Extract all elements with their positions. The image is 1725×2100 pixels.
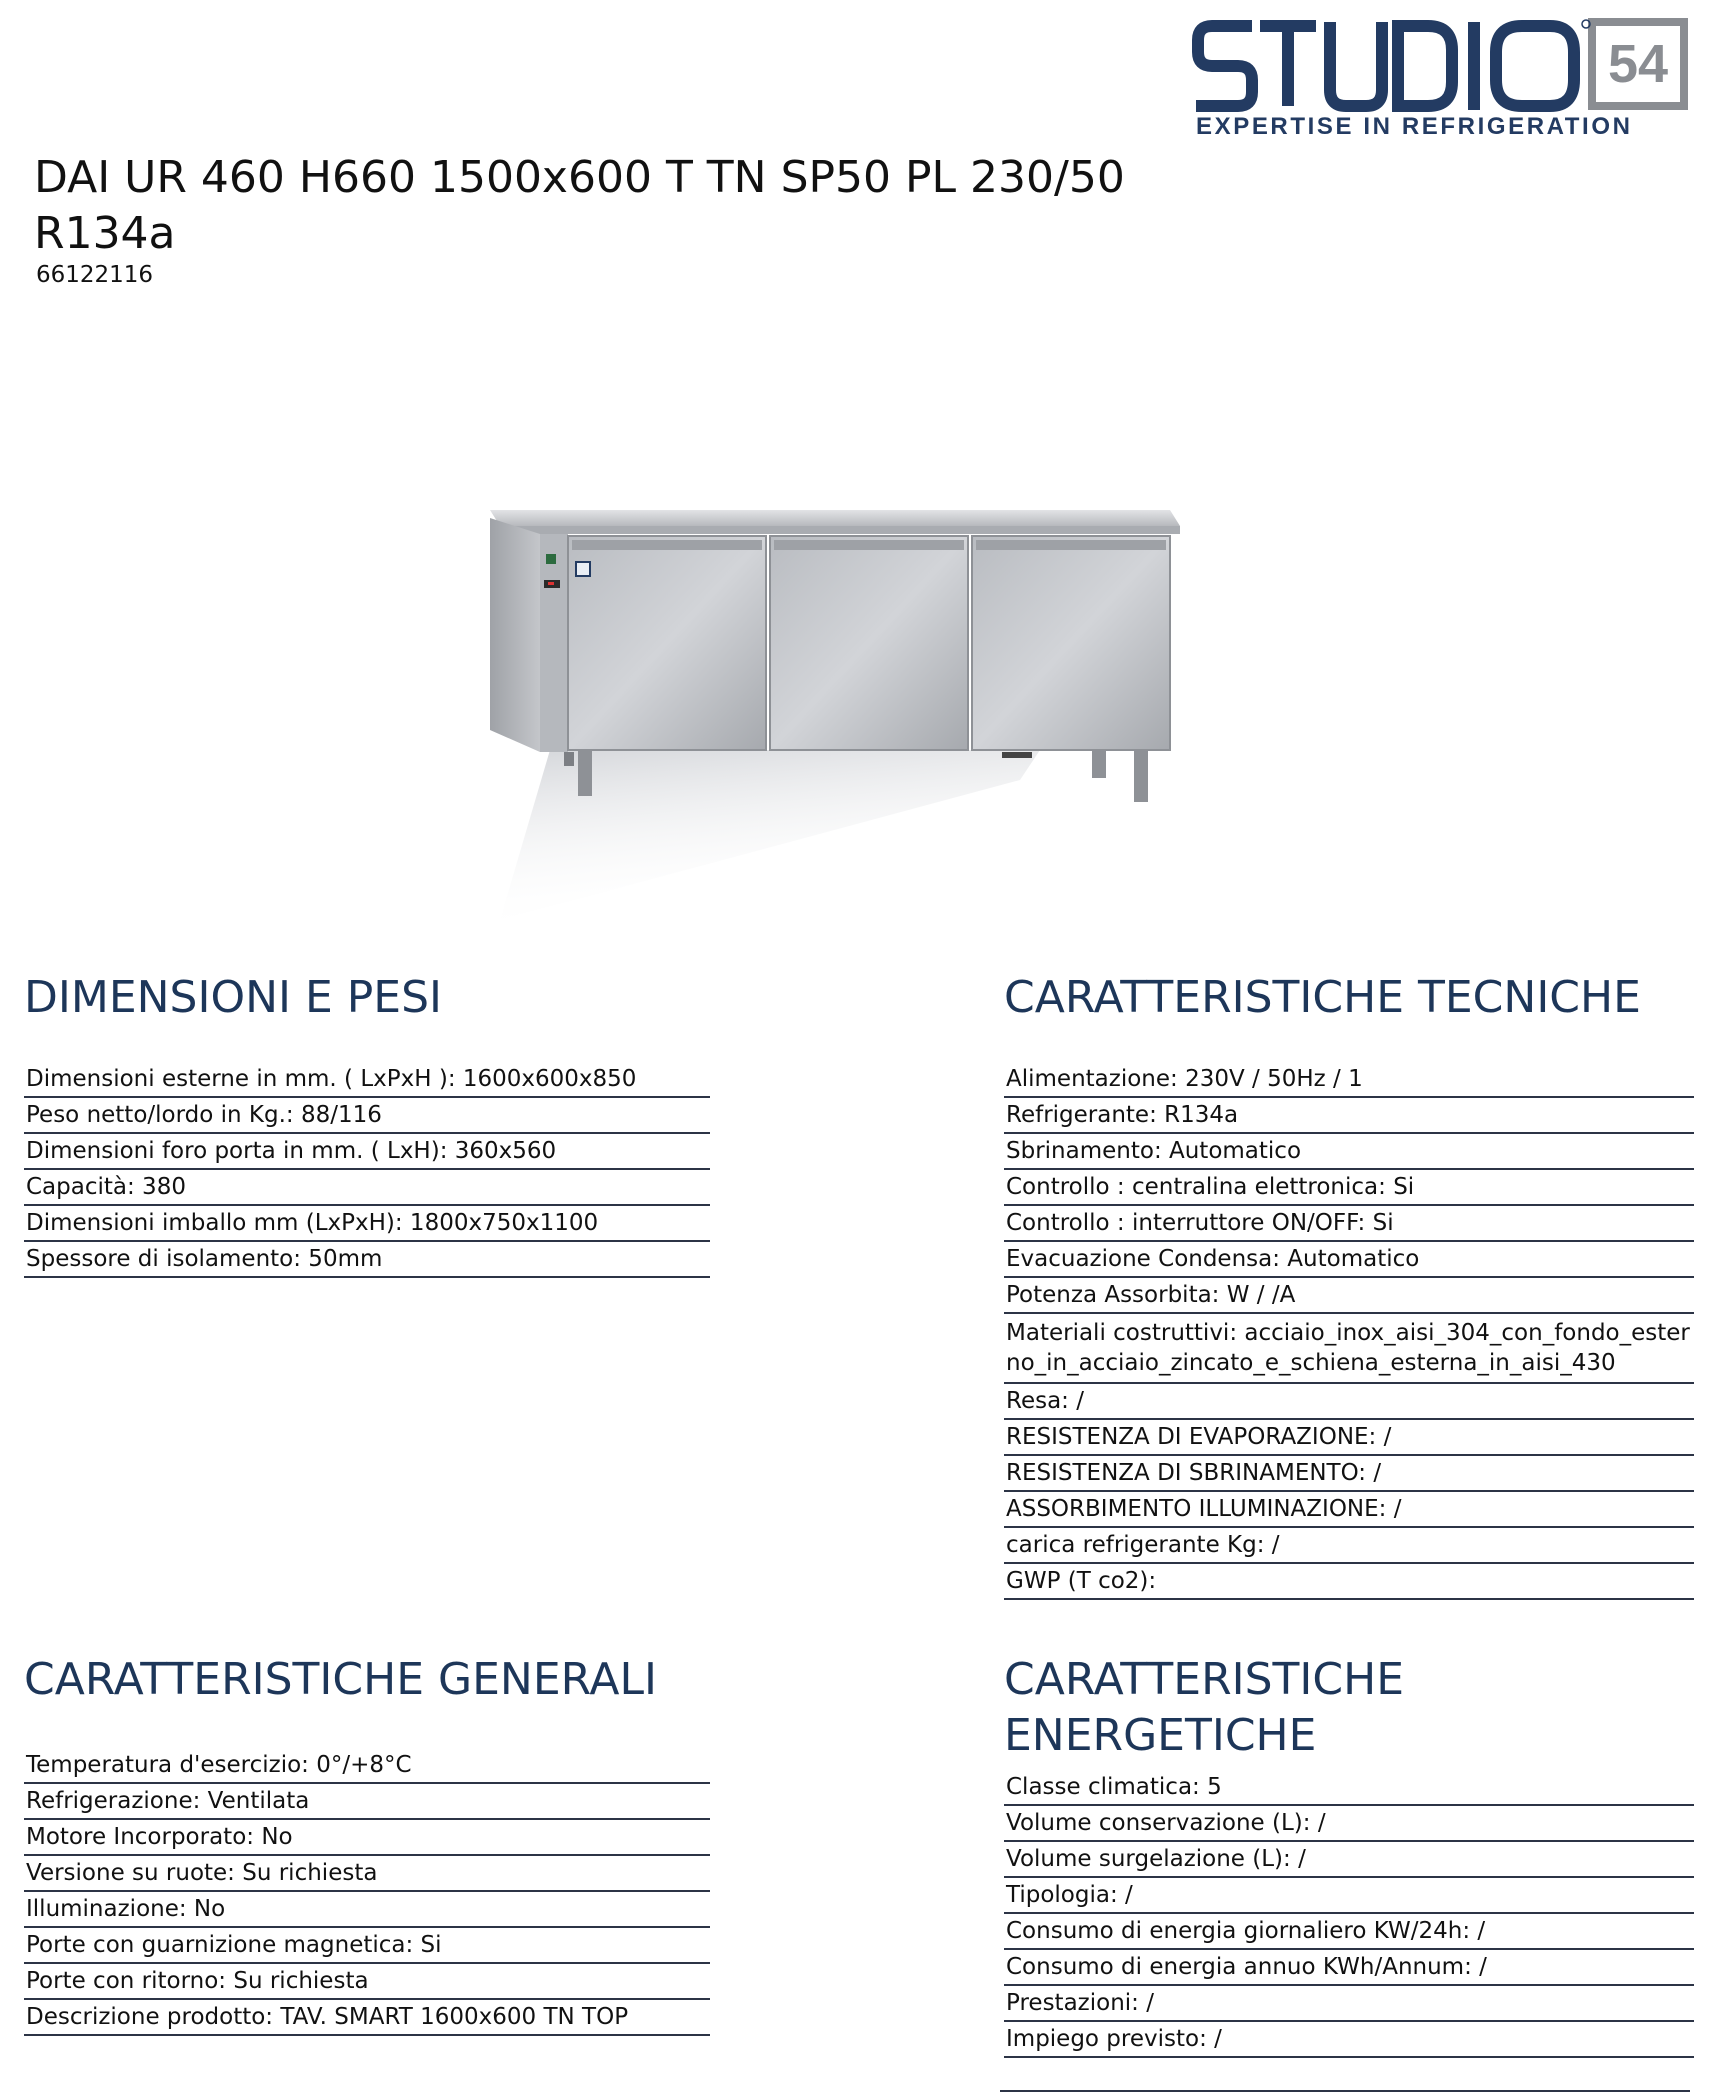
- section-heading: CARATTERISTICHE GENERALI: [24, 1654, 657, 1705]
- spec-row: Evacuazione Condensa: Automatico: [1004, 1242, 1694, 1278]
- spec-list: [24, 1748, 710, 2036]
- spec-list: [1004, 1770, 1694, 2058]
- section-heading: CARATTERISTICHE TECNICHE: [1004, 972, 1641, 1023]
- spec-row: Materiali costruttivi: acciaio_inox_aisi_304_con_fondo_esterno_in_acciaio_zincato_e_schiena_esterna_in_aisi_430: [1004, 1314, 1694, 1384]
- section-general: [24, 1652, 710, 2036]
- spec-row: RESISTENZA DI EVAPORAZIONE: /: [1004, 1420, 1694, 1456]
- spec-row: Controllo : centralina elettronica: Si: [1004, 1170, 1694, 1206]
- divider: [1000, 2090, 1690, 2092]
- spec-row: Temperatura d'esercizio: 0°/+8°C: [24, 1748, 710, 1784]
- spec-row: Resa: /: [1004, 1384, 1694, 1420]
- spec-row: Tipologia: /: [1004, 1878, 1694, 1914]
- spec-row: Porte con ritorno: Su richiesta: [24, 1964, 710, 2000]
- spec-row: Potenza Assorbita: W / /A: [1004, 1278, 1694, 1314]
- section-dimensions: [24, 970, 710, 1278]
- spec-row: Illuminazione: No: [24, 1892, 710, 1928]
- spec-row: Impiego previsto: /: [1004, 2022, 1694, 2058]
- spec-row: Versione su ruote: Su richiesta: [24, 1856, 710, 1892]
- spec-row: Capacità: 380: [24, 1170, 710, 1206]
- spec-row: Dimensioni imballo mm (LxPxH): 1800x750x1100: [24, 1206, 710, 1242]
- spec-row: Descrizione prodotto: TAV. SMART 1600x600 TN TOP: [24, 2000, 710, 2036]
- spec-row: RESISTENZA DI SBRINAMENTO: /: [1004, 1456, 1694, 1492]
- spec-row: Prestazioni: /: [1004, 1986, 1694, 2022]
- brand-tagline: EXPERTISE IN REFRIGERATION: [1196, 113, 1633, 140]
- svg-text:54: 54: [1607, 34, 1669, 94]
- section-heading: DIMENSIONI E PESI: [24, 972, 442, 1023]
- spec-row: Classe climatica: 5: [1004, 1770, 1694, 1806]
- spec-row: Sbrinamento: Automatico: [1004, 1134, 1694, 1170]
- section-energy: [1004, 1652, 1694, 2058]
- section-heading: CARATTERISTICHE ENERGETICHE: [1004, 1654, 1405, 1761]
- spec-row: Volume conservazione (L): /: [1004, 1806, 1694, 1842]
- product-code: 66122116: [36, 262, 154, 288]
- spec-row: GWP (T co2):: [1004, 1564, 1694, 1600]
- spec-row: Peso netto/lordo in Kg.: 88/116: [24, 1098, 710, 1134]
- spec-row: Refrigerazione: Ventilata: [24, 1784, 710, 1820]
- spec-row: Motore Incorporato: No: [24, 1820, 710, 1856]
- spec-row: carica refrigerante Kg: /: [1004, 1528, 1694, 1564]
- spec-row: Controllo : interruttore ON/OFF: Si: [1004, 1206, 1694, 1242]
- spec-row: Dimensioni esterne in mm. ( LxPxH ): 1600x600x850: [24, 1062, 710, 1098]
- spec-row: Porte con guarnizione magnetica: Si: [24, 1928, 710, 1964]
- product-title: DAI UR 460 H660 1500x600 T TN SP50 PL 230/50 R134a: [34, 152, 1125, 259]
- section-technical: [1004, 970, 1694, 1600]
- spec-row: Alimentazione: 230V / 50Hz / 1: [1004, 1062, 1694, 1098]
- spec-row: Consumo di energia giornaliero KW/24h: /: [1004, 1914, 1694, 1950]
- spec-row: Refrigerante: R134a: [1004, 1098, 1694, 1134]
- spec-list: [1004, 1062, 1694, 1600]
- spec-row: Spessore di isolamento: 50mm: [24, 1242, 710, 1278]
- refrigerated-counter-image: [480, 490, 1200, 930]
- spec-row: Consumo di energia annuo KWh/Annum: /: [1004, 1950, 1694, 1986]
- product-image: [480, 490, 1200, 930]
- spec-row: Volume surgelazione (L): /: [1004, 1842, 1694, 1878]
- spec-row: Dimensioni foro porta in mm. ( LxH): 360x560: [24, 1134, 710, 1170]
- spec-list: [24, 1062, 710, 1278]
- spec-row: ASSORBIMENTO ILLUMINAZIONE: /: [1004, 1492, 1694, 1528]
- brand-logo: [1190, 12, 1695, 144]
